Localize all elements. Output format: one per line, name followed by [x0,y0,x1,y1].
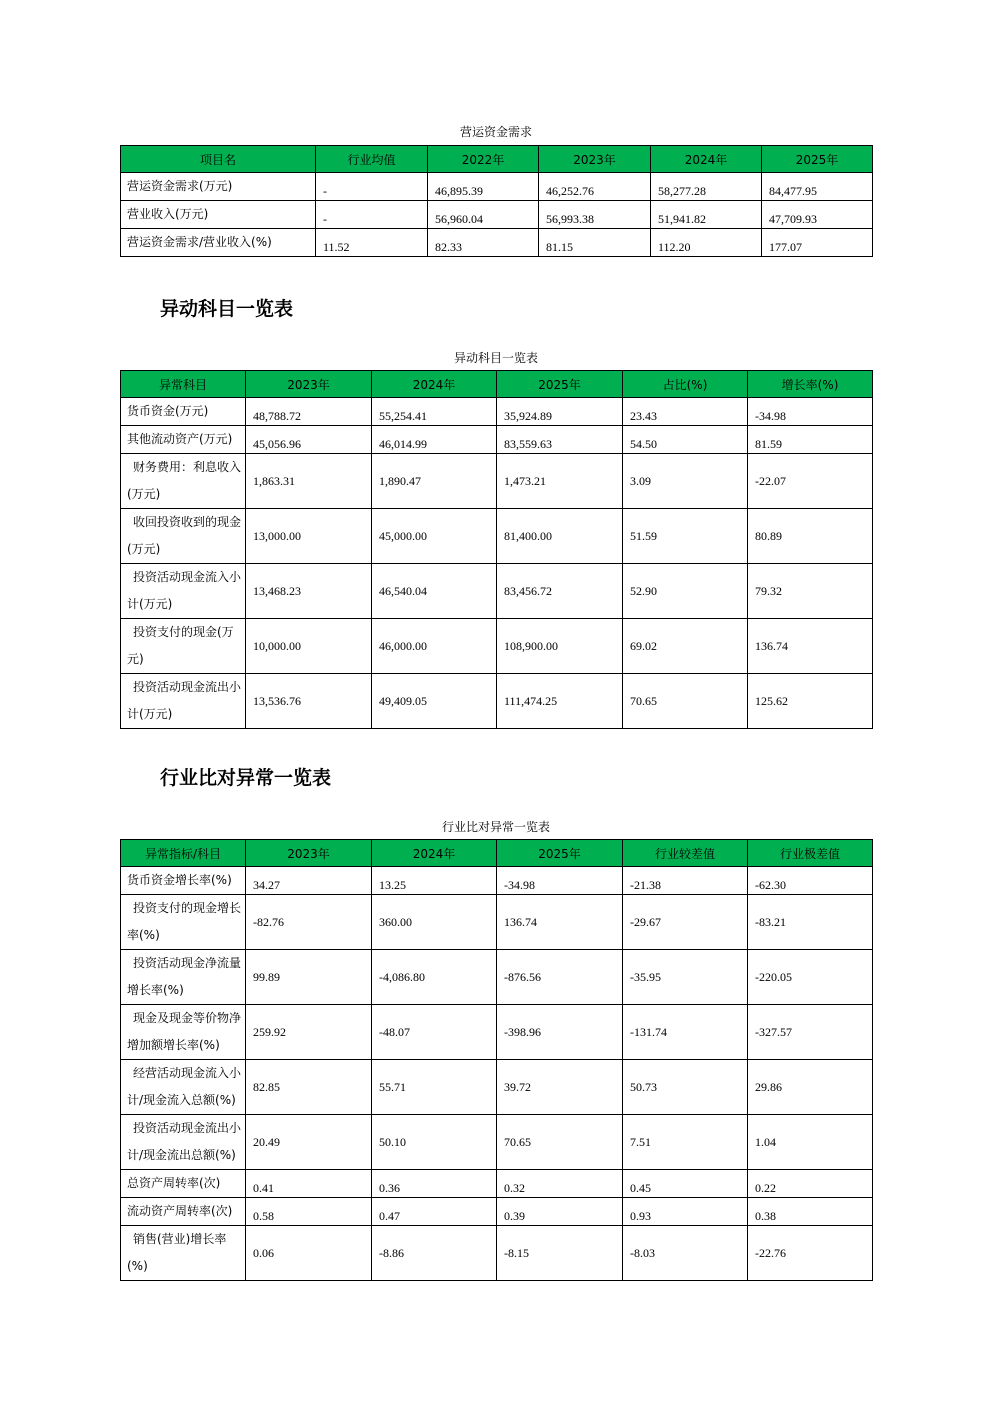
table-header-row [121,840,873,867]
value-cell: 46,895.39 [428,173,539,201]
value-cell: 46,000.00 [372,619,497,674]
value-cell: 136.74 [748,619,873,674]
row-label-cell: 销售(营业)增长率(%) [121,1226,246,1281]
value-cell: - [316,173,428,201]
table-row [121,1060,873,1115]
value-cell: 20.49 [246,1115,372,1170]
value-cell: -22.76 [748,1226,873,1281]
row-label-cell: 其他流动资产(万元) [121,426,246,454]
value-cell: 3.09 [623,454,748,509]
value-cell: 1,473.21 [497,454,623,509]
row-label-cell: 投资支付的现金增长率(%) [121,895,246,950]
value-cell: 58,277.28 [651,173,762,201]
header-cell: 占比(%) [623,371,748,398]
value-cell: -22.07 [748,454,873,509]
table-row [121,1226,873,1281]
row-label-cell: 经营活动现金流入小计/现金流入总额(%) [121,1060,246,1115]
industry-comparison-table [120,839,873,1281]
header-cell: 2025年 [762,146,873,173]
value-cell: 0.39 [497,1198,623,1226]
value-cell: 0.41 [246,1170,372,1198]
table-row [121,1005,873,1060]
value-cell: 34.27 [246,867,372,895]
value-cell: -62.30 [748,867,873,895]
value-cell: -131.74 [623,1005,748,1060]
value-cell: 35,924.89 [497,398,623,426]
row-label-cell: 营运资金需求/营业收入(%) [121,229,316,257]
table-row [121,619,873,674]
header-cell: 2023年 [246,840,372,867]
table-row [121,950,873,1005]
value-cell: 52.90 [623,564,748,619]
table-row [121,674,873,729]
header-cell: 2025年 [497,371,623,398]
value-cell: 79.32 [748,564,873,619]
value-cell: 80.89 [748,509,873,564]
row-label-cell: 收回投资收到的现金(万元) [121,509,246,564]
table-row [121,1170,873,1198]
header-cell: 行业较差值 [623,840,748,867]
abnormal-items-table [120,370,873,729]
value-cell: 111,474.25 [497,674,623,729]
value-cell: 82.33 [428,229,539,257]
value-cell: 51.59 [623,509,748,564]
value-cell: 125.62 [748,674,873,729]
row-label-cell: 货币资金(万元) [121,398,246,426]
value-cell: 45,056.96 [246,426,372,454]
value-cell: -29.67 [623,895,748,950]
row-label-cell: 投资活动现金流出小计(万元) [121,674,246,729]
row-label-cell: 现金及现金等价物净增加额增长率(%) [121,1005,246,1060]
value-cell: 50.73 [623,1060,748,1115]
value-cell: 1,890.47 [372,454,497,509]
value-cell: 13,000.00 [246,509,372,564]
table-row [121,426,873,454]
value-cell: 81,400.00 [497,509,623,564]
value-cell: 0.45 [623,1170,748,1198]
header-cell: 异常指标/科目 [121,840,246,867]
abnormal-items-caption: 异动科目一览表 [453,351,538,365]
value-cell: 81.15 [539,229,651,257]
row-label-cell: 投资活动现金流出小计/现金流出总额(%) [121,1115,246,1170]
value-cell: 69.02 [623,619,748,674]
industry-comparison-caption: 行业比对异常一览表 [441,820,550,834]
value-cell: 1.04 [748,1115,873,1170]
value-cell: 82.85 [246,1060,372,1115]
table-row [121,454,873,509]
header-cell: 2023年 [539,146,651,173]
row-label-cell: 投资支付的现金(万元) [121,619,246,674]
value-cell: 56,993.38 [539,201,651,229]
value-cell: 45,000.00 [372,509,497,564]
value-cell: 39.72 [497,1060,623,1115]
value-cell: 177.07 [762,229,873,257]
value-cell: 55.71 [372,1060,497,1115]
value-cell: 48,788.72 [246,398,372,426]
value-cell: -398.96 [497,1005,623,1060]
header-cell: 2022年 [428,146,539,173]
value-cell: 56,960.04 [428,201,539,229]
value-cell: 10,000.00 [246,619,372,674]
value-cell: -82.76 [246,895,372,950]
abnormal-items-heading: 异动科目一览表 [160,298,294,320]
value-cell: 83,559.63 [497,426,623,454]
row-label-cell: 财务费用：利息收入(万元) [121,454,246,509]
value-cell: 99.89 [246,950,372,1005]
value-cell: 136.74 [497,895,623,950]
header-cell: 行业极差值 [748,840,873,867]
value-cell: 13.25 [372,867,497,895]
value-cell: 0.93 [623,1198,748,1226]
row-label-cell: 货币资金增长率(%) [121,867,246,895]
value-cell: 81.59 [748,426,873,454]
value-cell: 70.65 [623,674,748,729]
table-row [121,229,873,257]
value-cell: -35.95 [623,950,748,1005]
value-cell: 112.20 [651,229,762,257]
header-cell: 异常科目 [121,371,246,398]
value-cell: -8.03 [623,1226,748,1281]
header-cell: 2023年 [246,371,372,398]
row-label-cell: 总资产周转率(次) [121,1170,246,1198]
value-cell: -876.56 [497,950,623,1005]
value-cell: -8.86 [372,1226,497,1281]
value-cell: 46,014.99 [372,426,497,454]
row-label-cell: 流动资产周转率(次) [121,1198,246,1226]
working-capital-table [120,145,873,257]
value-cell: 84,477.95 [762,173,873,201]
table-row [121,201,873,229]
value-cell: 0.32 [497,1170,623,1198]
value-cell: 7.51 [623,1115,748,1170]
value-cell: 259.92 [246,1005,372,1060]
value-cell: 108,900.00 [497,619,623,674]
table-row [121,509,873,564]
value-cell: -4,086.80 [372,950,497,1005]
table-row [121,1198,873,1226]
value-cell: 47,709.93 [762,201,873,229]
table-row [121,895,873,950]
value-cell: 0.06 [246,1226,372,1281]
value-cell: 0.36 [372,1170,497,1198]
row-label-cell: 投资活动现金流入小计(万元) [121,564,246,619]
value-cell: 51,941.82 [651,201,762,229]
row-label-cell: 营业收入(万元) [121,201,316,229]
value-cell: 49,409.05 [372,674,497,729]
value-cell: 0.47 [372,1198,497,1226]
header-cell: 2025年 [497,840,623,867]
value-cell: 55,254.41 [372,398,497,426]
value-cell: -8.15 [497,1226,623,1281]
value-cell: -48.07 [372,1005,497,1060]
table-header-row [121,146,873,173]
value-cell: 54.50 [623,426,748,454]
value-cell: - [316,201,428,229]
value-cell: 360.00 [372,895,497,950]
value-cell: 50.10 [372,1115,497,1170]
value-cell: -220.05 [748,950,873,1005]
value-cell: 11.52 [316,229,428,257]
row-label-cell: 营运资金需求(万元) [121,173,316,201]
row-label-cell: 投资活动现金净流量增长率(%) [121,950,246,1005]
working-capital-caption: 营运资金需求 [459,125,532,139]
value-cell: 13,468.23 [246,564,372,619]
table-row [121,1115,873,1170]
header-cell: 项目名 [121,146,316,173]
table-row [121,564,873,619]
value-cell: 23.43 [623,398,748,426]
value-cell: 0.38 [748,1198,873,1226]
value-cell: -327.57 [748,1005,873,1060]
table-row [121,867,873,895]
value-cell: -83.21 [748,895,873,950]
header-cell: 2024年 [372,840,497,867]
value-cell: 83,456.72 [497,564,623,619]
table-header-row [121,371,873,398]
value-cell: 46,540.04 [372,564,497,619]
value-cell: 0.58 [246,1198,372,1226]
industry-comparison-heading: 行业比对异常一览表 [160,767,332,789]
value-cell: 1,863.31 [246,454,372,509]
value-cell: 70.65 [497,1115,623,1170]
value-cell: 29.86 [748,1060,873,1115]
header-cell: 2024年 [651,146,762,173]
value-cell: 0.22 [748,1170,873,1198]
value-cell: 46,252.76 [539,173,651,201]
table-row [121,398,873,426]
value-cell: 13,536.76 [246,674,372,729]
header-cell: 行业均值 [316,146,428,173]
value-cell: -34.98 [748,398,873,426]
table-row [121,173,873,201]
header-cell: 2024年 [372,371,497,398]
value-cell: -21.38 [623,867,748,895]
header-cell: 增长率(%) [748,371,873,398]
value-cell: -34.98 [497,867,623,895]
